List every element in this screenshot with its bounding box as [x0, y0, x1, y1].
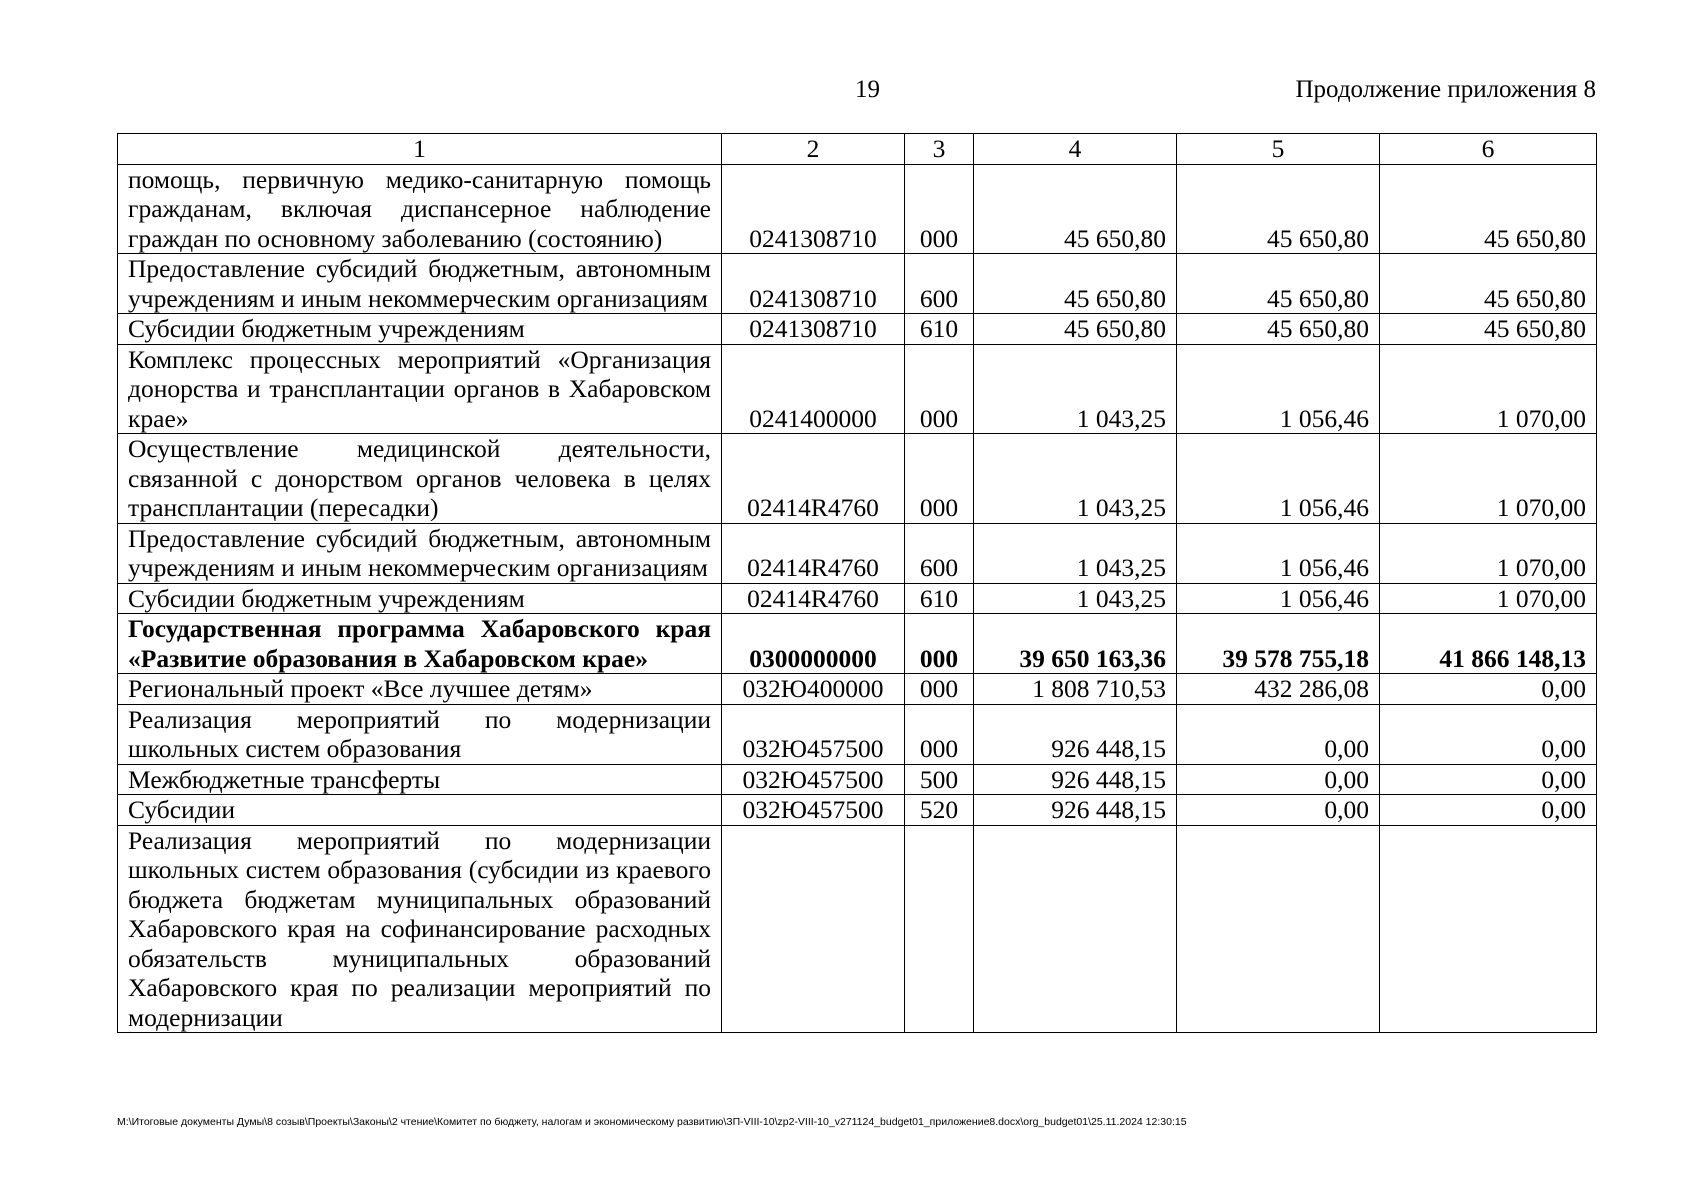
column-header: 3 [905, 134, 974, 165]
budget-table [117, 133, 1597, 1033]
amount-2027-cell: 0,00 [1380, 795, 1597, 826]
row-name-cell: Субсидии [118, 795, 722, 826]
amount-2026-cell: 0,00 [1177, 764, 1380, 795]
expense-type-cell: 600 [905, 523, 974, 583]
amount-2025-cell: 926 448,15 [974, 795, 1177, 826]
amount-2026-cell: 1 056,46 [1177, 583, 1380, 614]
amount-2025-cell: 926 448,15 [974, 704, 1177, 764]
row-name-cell: Комплекс процессных мероприятий «Организация донорства и трансплантации органов в Хабаровском крае» [118, 344, 722, 434]
column-header: 6 [1380, 134, 1597, 165]
amount-2025-cell: 926 448,15 [974, 764, 1177, 795]
row-name-cell: Реализация мероприятий по модернизации школьных систем образования [118, 704, 722, 764]
amount-2027-cell: 45 650,80 [1380, 254, 1597, 314]
amount-2026-cell [1177, 825, 1380, 1033]
amount-2027-cell: 0,00 [1380, 674, 1597, 705]
table-row [118, 764, 1597, 795]
amount-2025-cell [974, 825, 1177, 1033]
column-header: 5 [1177, 134, 1380, 165]
amount-2025-cell: 1 043,25 [974, 344, 1177, 434]
expense-type-cell: 610 [905, 314, 974, 345]
row-name-cell: Осуществление медицинской деятельности, связанной с донорством органов человека в целях трансплантации (пересадки) [118, 434, 722, 524]
target-code-cell: 0241308710 [722, 164, 905, 254]
row-name-cell: Предоставление субсидий бюджетным, автономным учреждениям и иным некоммерческим организациям [118, 523, 722, 583]
page-number: 19 [855, 76, 880, 103]
amount-2025-cell: 45 650,80 [974, 314, 1177, 345]
row-name-cell: Предоставление субсидий бюджетным, автономным учреждениям и иным некоммерческим организациям [118, 254, 722, 314]
amount-2026-cell: 1 056,46 [1177, 523, 1380, 583]
amount-2027-cell: 45 650,80 [1380, 314, 1597, 345]
target-code-cell: 02414R4760 [722, 523, 905, 583]
expense-type-cell: 000 [905, 674, 974, 705]
amount-2027-cell: 1 070,00 [1380, 434, 1597, 524]
target-code-cell: 0300000000 [722, 614, 905, 674]
table-row [118, 614, 1597, 674]
expense-type-cell: 000 [905, 434, 974, 524]
amount-2025-cell: 45 650,80 [974, 164, 1177, 254]
expense-type-cell: 520 [905, 795, 974, 826]
file-path-footer: M:\Итоговые документы Думы\8 созыв\Проекты\Законы\2 чтение\Комитет по бюджету, налогам и экономическому развитию\ЗП-VIII-10\zp2-VIII-10_v271124_budget01_приложение8.docx\org_budget01\25.11.2024 12:30:15 [117, 1116, 1187, 1128]
table-row [118, 674, 1597, 705]
amount-2026-cell: 1 056,46 [1177, 344, 1380, 434]
amount-2027-cell: 0,00 [1380, 764, 1597, 795]
table-row [118, 344, 1597, 434]
expense-type-cell: 610 [905, 583, 974, 614]
row-name-cell: Государственная программа Хабаровского края «Развитие образования в Хабаровском крае» [118, 614, 722, 674]
expense-type-cell: 000 [905, 344, 974, 434]
target-code-cell: 032Ю457500 [722, 795, 905, 826]
amount-2026-cell: 39 578 755,18 [1177, 614, 1380, 674]
row-name-cell: Региональный проект «Все лучшее детям» [118, 674, 722, 705]
amount-2025-cell: 1 808 710,53 [974, 674, 1177, 705]
row-name-cell: Субсидии бюджетным учреждениям [118, 314, 722, 345]
amount-2026-cell: 45 650,80 [1177, 254, 1380, 314]
amount-2026-cell: 0,00 [1177, 704, 1380, 764]
row-name-cell: Межбюджетные трансферты [118, 764, 722, 795]
amount-2026-cell: 432 286,08 [1177, 674, 1380, 705]
table-row [118, 254, 1597, 314]
column-header: 4 [974, 134, 1177, 165]
row-name-cell: помощь, первичную медико-санитарную помощь гражданам, включая диспансерное наблюдение граждан по основному заболеванию (состоянию) [118, 164, 722, 254]
table-row [118, 795, 1597, 826]
expense-type-cell: 000 [905, 164, 974, 254]
expense-type-cell: 500 [905, 764, 974, 795]
amount-2025-cell: 1 043,25 [974, 583, 1177, 614]
table-row [118, 523, 1597, 583]
amount-2026-cell: 45 650,80 [1177, 314, 1380, 345]
expense-type-cell [905, 825, 974, 1033]
table-row [118, 434, 1597, 524]
row-name-cell: Субсидии бюджетным учреждениям [118, 583, 722, 614]
column-number-row [118, 134, 1597, 165]
target-code-cell: 0241400000 [722, 344, 905, 434]
target-code-cell: 02414R4760 [722, 583, 905, 614]
target-code-cell: 032Ю457500 [722, 704, 905, 764]
target-code-cell [722, 825, 905, 1033]
table-row [118, 314, 1597, 345]
target-code-cell: 0241308710 [722, 314, 905, 345]
amount-2025-cell: 1 043,25 [974, 434, 1177, 524]
amount-2027-cell: 45 650,80 [1380, 164, 1597, 254]
target-code-cell: 0241308710 [722, 254, 905, 314]
amount-2027-cell: 0,00 [1380, 704, 1597, 764]
amount-2027-cell: 1 070,00 [1380, 344, 1597, 434]
column-header: 1 [118, 134, 722, 165]
amount-2026-cell: 1 056,46 [1177, 434, 1380, 524]
column-header: 2 [722, 134, 905, 165]
appendix-title: Продолжение приложения 8 [1295, 76, 1596, 103]
expense-type-cell: 000 [905, 704, 974, 764]
amount-2026-cell: 45 650,80 [1177, 164, 1380, 254]
table-row [118, 825, 1597, 1033]
amount-2025-cell: 45 650,80 [974, 254, 1177, 314]
table-row [118, 164, 1597, 254]
target-code-cell: 032Ю457500 [722, 764, 905, 795]
table-row [118, 583, 1597, 614]
expense-type-cell: 600 [905, 254, 974, 314]
amount-2025-cell: 1 043,25 [974, 523, 1177, 583]
amount-2026-cell: 0,00 [1177, 795, 1380, 826]
target-code-cell: 02414R4760 [722, 434, 905, 524]
table-row [118, 704, 1597, 764]
expense-type-cell: 000 [905, 614, 974, 674]
amount-2027-cell [1380, 825, 1597, 1033]
amount-2027-cell: 1 070,00 [1380, 583, 1597, 614]
amount-2027-cell: 1 070,00 [1380, 523, 1597, 583]
amount-2025-cell: 39 650 163,36 [974, 614, 1177, 674]
row-name-cell: Реализация мероприятий по модернизации школьных систем образования (субсидии из краевого бюджета бюджетам муниципальных образований Хабаровского края на софинансирование расходных обязательств муниципальных образований Хабаровского края по реализации мероприятий по модернизации [118, 825, 722, 1033]
amount-2027-cell: 41 866 148,13 [1380, 614, 1597, 674]
target-code-cell: 032Ю400000 [722, 674, 905, 705]
